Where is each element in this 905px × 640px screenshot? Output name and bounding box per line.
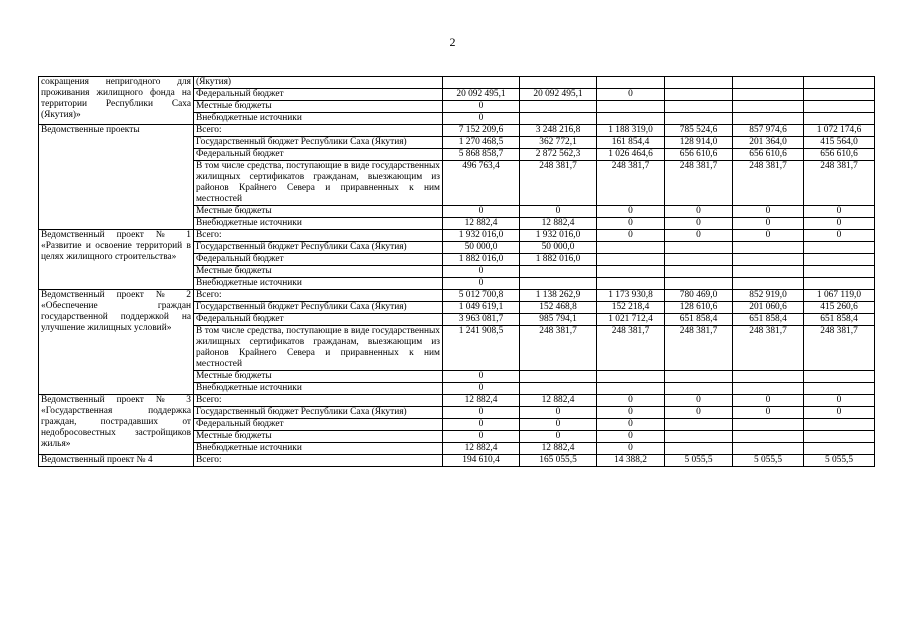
value-cell xyxy=(733,371,804,383)
value-cell xyxy=(804,419,875,431)
value-cell xyxy=(665,242,733,254)
funding-source-cell: Всего: xyxy=(194,290,443,302)
value-cell xyxy=(804,89,875,101)
value-cell: 248 381,7 xyxy=(665,161,733,206)
value-cell: 1 932 016,0 xyxy=(520,230,597,242)
value-cell: 0 xyxy=(804,407,875,419)
value-cell xyxy=(804,266,875,278)
value-cell: 50 000,0 xyxy=(443,242,520,254)
funding-source-cell: Всего: xyxy=(194,455,443,467)
value-cell xyxy=(520,266,597,278)
value-cell: 0 xyxy=(804,230,875,242)
value-cell: 0 xyxy=(733,230,804,242)
value-cell: 201 060,6 xyxy=(733,302,804,314)
value-cell xyxy=(597,242,665,254)
table-body xyxy=(39,77,875,467)
value-cell: 152 218,4 xyxy=(597,302,665,314)
funding-source-cell: Государственный бюджет Республики Саха (Якутия) xyxy=(194,137,443,149)
value-cell: 248 381,7 xyxy=(597,161,665,206)
value-cell: 785 524,6 xyxy=(665,125,733,137)
value-cell: 0 xyxy=(665,407,733,419)
value-cell: 12 882,4 xyxy=(520,443,597,455)
value-cell: 0 xyxy=(597,443,665,455)
value-cell: 0 xyxy=(597,431,665,443)
section-name-cell: Ведомственный проект № 2 «Обеспечение граждан государственной поддержкой на улучшение жилищных условий» xyxy=(39,290,194,395)
value-cell: 248 381,7 xyxy=(804,161,875,206)
value-cell: 152 468,8 xyxy=(520,302,597,314)
funding-source-cell: Государственный бюджет Республики Саха (Якутия) xyxy=(194,302,443,314)
value-cell: 128 914,0 xyxy=(665,137,733,149)
value-cell xyxy=(733,419,804,431)
value-cell: 651 858,4 xyxy=(733,314,804,326)
value-cell: 5 012 700,8 xyxy=(443,290,520,302)
value-cell: 1 072 174,6 xyxy=(804,125,875,137)
funding-source-cell: Местные бюджеты xyxy=(194,101,443,113)
funding-source-cell: (Якутия) xyxy=(194,77,443,89)
value-cell: 201 364,0 xyxy=(733,137,804,149)
value-cell xyxy=(520,113,597,125)
value-cell: 1 188 319,0 xyxy=(597,125,665,137)
value-cell: 1 026 464,6 xyxy=(597,149,665,161)
value-cell: 651 858,4 xyxy=(804,314,875,326)
funding-source-cell: Всего: xyxy=(194,230,443,242)
funding-source-cell: Федеральный бюджет xyxy=(194,419,443,431)
value-cell: 415 260,6 xyxy=(804,302,875,314)
funding-source-cell: Государственный бюджет Республики Саха (Якутия) xyxy=(194,242,443,254)
value-cell xyxy=(665,278,733,290)
value-cell: 5 055,5 xyxy=(804,455,875,467)
value-cell: 1 138 262,9 xyxy=(520,290,597,302)
value-cell xyxy=(733,383,804,395)
value-cell: 248 381,7 xyxy=(733,326,804,371)
value-cell: 0 xyxy=(520,407,597,419)
value-cell: 0 xyxy=(597,395,665,407)
value-cell xyxy=(665,443,733,455)
value-cell: 12 882,4 xyxy=(443,395,520,407)
value-cell: 12 882,4 xyxy=(520,395,597,407)
value-cell xyxy=(665,113,733,125)
value-cell: 12 882,4 xyxy=(443,443,520,455)
value-cell: 0 xyxy=(733,395,804,407)
value-cell: 0 xyxy=(597,218,665,230)
value-cell: 362 772,1 xyxy=(520,137,597,149)
value-cell xyxy=(597,266,665,278)
value-cell: 1 882 016,0 xyxy=(520,254,597,266)
value-cell xyxy=(520,371,597,383)
value-cell: 248 381,7 xyxy=(665,326,733,371)
value-cell: 0 xyxy=(804,395,875,407)
value-cell: 656 610,6 xyxy=(665,149,733,161)
value-cell: 0 xyxy=(443,419,520,431)
value-cell xyxy=(804,371,875,383)
value-cell: 1 021 712,4 xyxy=(597,314,665,326)
value-cell xyxy=(733,89,804,101)
value-cell xyxy=(733,254,804,266)
value-cell: 0 xyxy=(597,419,665,431)
value-cell xyxy=(520,77,597,89)
value-cell: 0 xyxy=(443,266,520,278)
value-cell: 0 xyxy=(443,206,520,218)
value-cell: 656 610,6 xyxy=(804,149,875,161)
value-cell xyxy=(597,101,665,113)
funding-source-cell: Федеральный бюджет xyxy=(194,89,443,101)
funding-source-cell: Внебюджетные источники xyxy=(194,278,443,290)
funding-source-cell: Местные бюджеты xyxy=(194,266,443,278)
value-cell xyxy=(597,371,665,383)
value-cell: 780 469,0 xyxy=(665,290,733,302)
value-cell: 248 381,7 xyxy=(733,161,804,206)
value-cell: 1 882 016,0 xyxy=(443,254,520,266)
value-cell xyxy=(443,77,520,89)
value-cell: 852 919,0 xyxy=(733,290,804,302)
value-cell xyxy=(665,89,733,101)
value-cell: 194 610,4 xyxy=(443,455,520,467)
value-cell xyxy=(665,383,733,395)
value-cell: 1 241 908,5 xyxy=(443,326,520,371)
value-cell: 248 381,7 xyxy=(597,326,665,371)
value-cell xyxy=(665,77,733,89)
value-cell: 1 173 930,8 xyxy=(597,290,665,302)
value-cell: 12 882,4 xyxy=(443,218,520,230)
value-cell: 165 055,5 xyxy=(520,455,597,467)
table-row xyxy=(39,290,875,302)
funding-source-cell: В том числе средства, поступающие в виде государственных жилищных сертификатов гражданам, выезжающим из районов Крайнего Севера и приравненных к ним местностей xyxy=(194,161,443,206)
value-cell xyxy=(804,254,875,266)
value-cell: 0 xyxy=(597,89,665,101)
value-cell xyxy=(520,278,597,290)
funding-source-cell: Внебюджетные источники xyxy=(194,218,443,230)
value-cell: 496 763,4 xyxy=(443,161,520,206)
value-cell xyxy=(804,443,875,455)
funding-source-cell: Внебюджетные источники xyxy=(194,113,443,125)
value-cell: 0 xyxy=(443,113,520,125)
funding-source-cell: Внебюджетные источники xyxy=(194,443,443,455)
table-row xyxy=(39,395,875,407)
value-cell: 0 xyxy=(665,206,733,218)
value-cell: 0 xyxy=(443,371,520,383)
value-cell xyxy=(665,254,733,266)
value-cell: 0 xyxy=(804,218,875,230)
value-cell xyxy=(597,383,665,395)
value-cell: 0 xyxy=(665,230,733,242)
value-cell xyxy=(733,443,804,455)
value-cell: 12 882,4 xyxy=(520,218,597,230)
value-cell xyxy=(665,431,733,443)
value-cell: 0 xyxy=(443,383,520,395)
value-cell: 0 xyxy=(443,407,520,419)
value-cell: 0 xyxy=(520,419,597,431)
value-cell: 0 xyxy=(597,407,665,419)
funding-source-cell: Всего: xyxy=(194,395,443,407)
funding-source-cell: Всего: xyxy=(194,125,443,137)
value-cell xyxy=(733,101,804,113)
value-cell xyxy=(733,266,804,278)
value-cell xyxy=(733,431,804,443)
value-cell xyxy=(804,101,875,113)
table-row xyxy=(39,230,875,242)
value-cell: 1 270 468,5 xyxy=(443,137,520,149)
value-cell: 0 xyxy=(597,206,665,218)
value-cell: 1 932 016,0 xyxy=(443,230,520,242)
value-cell: 248 381,7 xyxy=(804,326,875,371)
value-cell: 248 381,7 xyxy=(520,161,597,206)
value-cell: 5 868 858,7 xyxy=(443,149,520,161)
value-cell: 857 974,6 xyxy=(733,125,804,137)
value-cell: 0 xyxy=(733,407,804,419)
value-cell: 0 xyxy=(597,230,665,242)
funding-source-cell: Федеральный бюджет xyxy=(194,314,443,326)
value-cell: 0 xyxy=(443,431,520,443)
value-cell xyxy=(804,77,875,89)
value-cell: 2 872 562,3 xyxy=(520,149,597,161)
value-cell: 0 xyxy=(733,218,804,230)
value-cell: 1 049 619,1 xyxy=(443,302,520,314)
value-cell: 7 152 209,6 xyxy=(443,125,520,137)
funding-source-cell: В том числе средства, поступающие в виде государственных жилищных сертификатов гражданам, выезжающим из районов Крайнего Севера и приравненных к ним местностей xyxy=(194,326,443,371)
budget-table xyxy=(38,76,875,467)
funding-source-cell: Федеральный бюджет xyxy=(194,254,443,266)
value-cell xyxy=(733,242,804,254)
value-cell: 5 055,5 xyxy=(665,455,733,467)
value-cell xyxy=(597,113,665,125)
funding-source-cell: Местные бюджеты xyxy=(194,431,443,443)
value-cell xyxy=(665,419,733,431)
value-cell: 5 055,5 xyxy=(733,455,804,467)
funding-source-cell: Местные бюджеты xyxy=(194,371,443,383)
value-cell: 128 610,6 xyxy=(665,302,733,314)
table-row xyxy=(39,125,875,137)
value-cell xyxy=(520,101,597,113)
value-cell xyxy=(665,266,733,278)
value-cell xyxy=(597,278,665,290)
value-cell: 0 xyxy=(443,101,520,113)
value-cell: 0 xyxy=(733,206,804,218)
value-cell xyxy=(597,77,665,89)
value-cell: 20 092 495,1 xyxy=(443,89,520,101)
funding-source-cell: Государственный бюджет Республики Саха (Якутия) xyxy=(194,407,443,419)
value-cell: 0 xyxy=(520,431,597,443)
value-cell: 1 067 119,0 xyxy=(804,290,875,302)
value-cell: 3 248 216,8 xyxy=(520,125,597,137)
value-cell xyxy=(665,371,733,383)
table-row xyxy=(39,455,875,467)
value-cell xyxy=(804,278,875,290)
value-cell xyxy=(804,431,875,443)
value-cell xyxy=(665,101,733,113)
value-cell: 0 xyxy=(665,395,733,407)
value-cell xyxy=(804,242,875,254)
value-cell: 415 564,0 xyxy=(804,137,875,149)
value-cell xyxy=(804,113,875,125)
funding-source-cell: Местные бюджеты xyxy=(194,206,443,218)
value-cell: 50 000,0 xyxy=(520,242,597,254)
value-cell xyxy=(597,254,665,266)
table-row xyxy=(39,77,875,89)
section-name-cell: сокращения непригодного для проживания жилищного фонда на территории Республики Саха (Якутия)» xyxy=(39,77,194,125)
value-cell: 20 092 495,1 xyxy=(520,89,597,101)
value-cell xyxy=(733,278,804,290)
value-cell: 3 963 081,7 xyxy=(443,314,520,326)
value-cell: 161 854,4 xyxy=(597,137,665,149)
funding-source-cell: Федеральный бюджет xyxy=(194,149,443,161)
section-name-cell: Ведомственный проект № 4 xyxy=(39,455,194,467)
value-cell: 656 610,6 xyxy=(733,149,804,161)
value-cell: 14 388,2 xyxy=(597,455,665,467)
page-number: 2 xyxy=(449,35,456,49)
value-cell xyxy=(520,383,597,395)
section-name-cell: Ведомственный проект № 1 «Развитие и освоение территорий в целях жилищного строительства» xyxy=(39,230,194,290)
value-cell: 0 xyxy=(665,218,733,230)
value-cell xyxy=(733,113,804,125)
section-name-cell: Ведомственные проекты xyxy=(39,125,194,230)
value-cell xyxy=(804,383,875,395)
value-cell xyxy=(733,77,804,89)
funding-source-cell: Внебюджетные источники xyxy=(194,383,443,395)
value-cell: 651 858,4 xyxy=(665,314,733,326)
value-cell: 985 794,1 xyxy=(520,314,597,326)
value-cell: 248 381,7 xyxy=(520,326,597,371)
value-cell: 0 xyxy=(520,206,597,218)
value-cell: 0 xyxy=(804,206,875,218)
section-name-cell: Ведомственный проект № 3 «Государственная поддержка граждан, пострадавших от недобросовестных застройщиков жилья» xyxy=(39,395,194,455)
value-cell: 0 xyxy=(443,278,520,290)
